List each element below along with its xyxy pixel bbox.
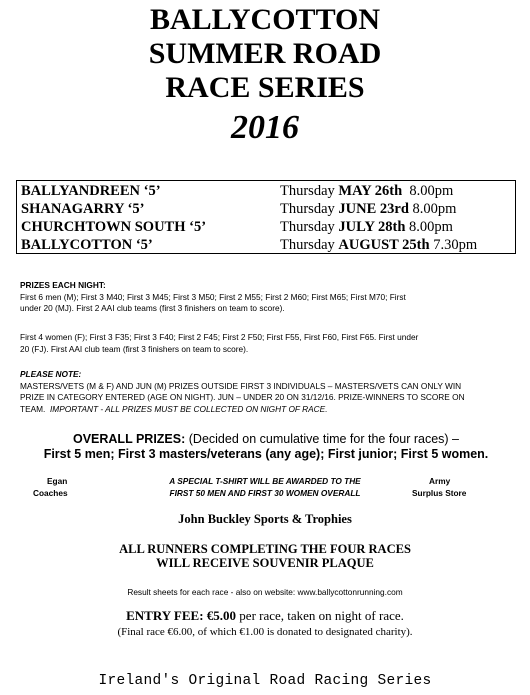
overall-prizes-list: First 5 men; First 3 masters/veterans (any age); First junior; First 5 women. [43,447,489,461]
note-heading: PLEASE NOTE: [20,369,82,379]
main-sponsor: John Buckley Sports & Trophies [178,512,352,526]
race-name: CHURCHTOWN SOUTH ‘5’ [21,219,207,235]
all-runners-line: WILL RECEIVE SOUVENIR PLAQUE [156,556,374,570]
all-runners-line: ALL RUNNERS COMPLETING THE FOUR RACES [119,542,411,556]
sponsor-surplus-store: Surplus Store [412,488,467,498]
title-year: 2016 [231,109,299,146]
note-section [20,369,512,415]
race-when: Thursday MAY 26th 8.00pm [280,183,454,199]
prizes-women-section [20,332,512,355]
title-line-2: SUMMER ROAD [148,37,382,70]
overall-prizes-line: OVERALL PRIZES: (Decided on cumulative time for the four races) – [72,432,460,446]
race-name: SHANAGARRY ‘5’ [21,201,145,217]
race-row [21,218,515,236]
prizes-section [20,280,512,315]
results-website: Result sheets for each race - also on website: www.ballycottonrunning.com [127,587,403,597]
final-race-note: (Final race €6.00, of which €1.00 is donated to designated charity). [117,626,413,638]
race-row [21,200,515,218]
race-schedule-box [16,180,516,254]
race-when: Thursday AUGUST 25th 7.30pm [280,237,478,253]
sponsor-egan: Egan [47,476,68,486]
entry-fee: ENTRY FEE: €5.00 per race, taken on night of race. [126,608,404,623]
note-line: MASTERS/VETS (M & F) AND JUN (M) PRIZES OUTSIDE FIRST 3 INDIVIDUALS – MASTERS/VETS CAN ONLY WIN [20,380,462,391]
prizes-heading: PRIZES EACH NIGHT: [20,280,106,290]
race-row [21,182,515,200]
race-when: Thursday JUNE 23rd 8.00pm [280,201,457,217]
race-row [21,236,515,254]
sponsor-egan-coaches: Coaches [33,488,68,498]
note-line: TEAM. IMPORTANT - ALL PRIZES MUST BE COLLECTED ON NIGHT OF RACE. [20,403,328,414]
tshirt-notice: A SPECIAL T-SHIRT WILL BE AWARDED TO THE FIRST 50 MEN AND FIRST 30 WOMEN OVERALL [169,476,361,498]
note-line: PRIZE IN CATEGORY ENTERED (AGE ON NIGHT). JUN – UNDER 20 ON 31/12/16. PRIZE-WINNERS TO SCORE ON [20,392,465,402]
prizes-men-line: under 20 (MJ). First 2 AAI club teams (first 3 finishers on team to score). [20,303,285,313]
prizes-women-line: First 4 women (F); First 3 F35; First 3 F40; First 2 F45; First 2 F50; First F55, First F60, First F65. First under [20,332,419,342]
prizes-men-line: First 6 men (M); First 3 M40; First 3 M45; First 3 M50; First 2 M55; First 2 M60; First M65; First M70; First [20,291,406,302]
footer-tagline: Ireland's Original Road Racing Series [98,673,432,689]
title-line-1: BALLYCOTTON [149,3,381,36]
race-when: Thursday JULY 28th 8.00pm [280,219,453,235]
prizes-women-line: 20 (FJ). First AAI club team (first 3 finishers on team to score). [20,343,249,354]
race-name: BALLYANDREEN ‘5’ [21,183,161,199]
race-name: BALLYCOTTON ‘5’ [21,237,153,253]
title-line-3: RACE SERIES [165,71,365,104]
sponsor-army: Army [429,476,451,486]
